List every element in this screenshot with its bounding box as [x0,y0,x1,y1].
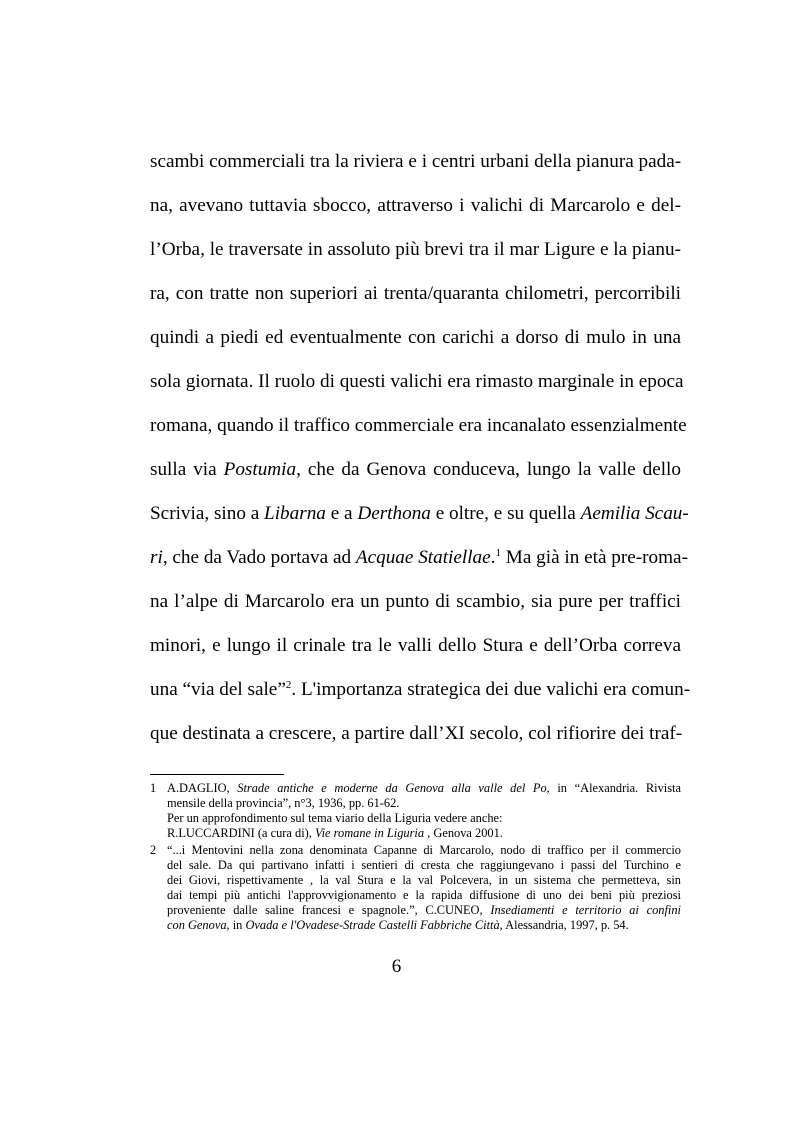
body-line: romana, quando il traffico commerciale era incanalato essenzialmente [150,415,687,436]
footnote-ref-1[interactable]: 1 [495,547,501,559]
footnote-ref-2[interactable]: 2 [285,679,292,691]
footnote-text [167,781,681,841]
footnote-number: 1 [150,781,157,795]
body-line: Scrivia, sino a Libarna e a Derthona e oltre, e su quella Aemilia Scau- [150,503,689,524]
body-line: na, avevano tuttavia sbocco, attraverso i valichi di Marcarolo e del- [150,195,681,216]
body-line: scambi commerciali tra la riviera e i centri urbani della pianura pada- [150,151,682,172]
body-line: ri, che da Vado portava ad Acquae Statiellae.$^1$ Ma già in età pre-roma- [150,547,688,568]
footnote-text [167,843,681,933]
italic-term: ri [150,547,163,568]
body-line: l’Orba, le traversate in assoluto più brevi tra il mar Ligure e la pianu- [150,239,681,260]
body-line: ra, con tratte non superiori ai trenta/quaranta chilometri, percorribili [150,283,681,304]
footnote-line: Per un approfondimento sul tema viario della Liguria vedere anche: [167,811,503,825]
italic-term: Derthona [357,503,431,524]
body-line: na l’alpe di Marcarolo era un punto di scambio, sia pure per traffici [150,591,681,612]
footnote-line: proveniente dalle saline francesi e spagnole.”, C.CUNEO, Insediamenti e territorio ai confini [167,903,681,917]
body-line: una “via del sale”$^2$. L'importanza strategica dei due valichi era comun- [150,679,691,700]
footnote-number: 2 [150,843,157,857]
italic-term: Postumia [223,459,297,480]
body-line: que destinata a crescere, a partire dall’XI secolo, col rifiorire dei traf- [150,723,683,744]
footnote-line: A.DAGLIO, Strade antiche e moderne da Genova alla valle del Po, in “Alexandria. Rivista [167,781,681,795]
italic-term: Aemilia Scau- [580,503,689,524]
italic-term: Libarna [264,503,326,524]
body-line: sulla via Postumia, che da Genova conduceva, lungo la valle dello [150,459,681,480]
footnote-line: del sale. Da qui partivano infatti i sentieri di cresta che raggiungevano i passi del Turchino e [167,858,681,872]
footnote-line: mensile della provincia”, n°3, 1936, pp. 61-62. [167,796,400,810]
footnote-line: dai tempi più antichi l'approvvigionamento e la rapida diffusione di uno dei beni più preziosi [167,888,681,902]
footnote-line: con Genova, in Ovada e l'Ovadese-Strade Castelli Fabbriche Città, Alessandria, 1997, p. 54. [167,918,629,932]
italic-term: Acquae Statiellae [355,547,491,568]
footnote-line: dei Giovi, rispettivamente , la val Stura e la val Polcevera, in un sistema che permetteva, sin [167,873,681,887]
footnote-line: R.LUCCARDINI (a cura di), Vie romane in Liguria , Genova 2001. [167,826,503,840]
page-number: 6 [391,956,402,977]
footnote-separator [150,774,284,775]
footnote-line: “...i Mentovini nella zona denominata Capanne di Marcarolo, nodo di traffico per il commercio [167,843,681,857]
body-line: quindi a piedi ed eventualmente con carichi a dorso di mulo in una [150,327,681,348]
body-line: minori, e lungo il crinale tra le valli dello Stura e dell’Orba correva [150,635,681,656]
body-line: sola giornata. Il ruolo di questi valichi era rimasto marginale in epoca [150,371,684,392]
